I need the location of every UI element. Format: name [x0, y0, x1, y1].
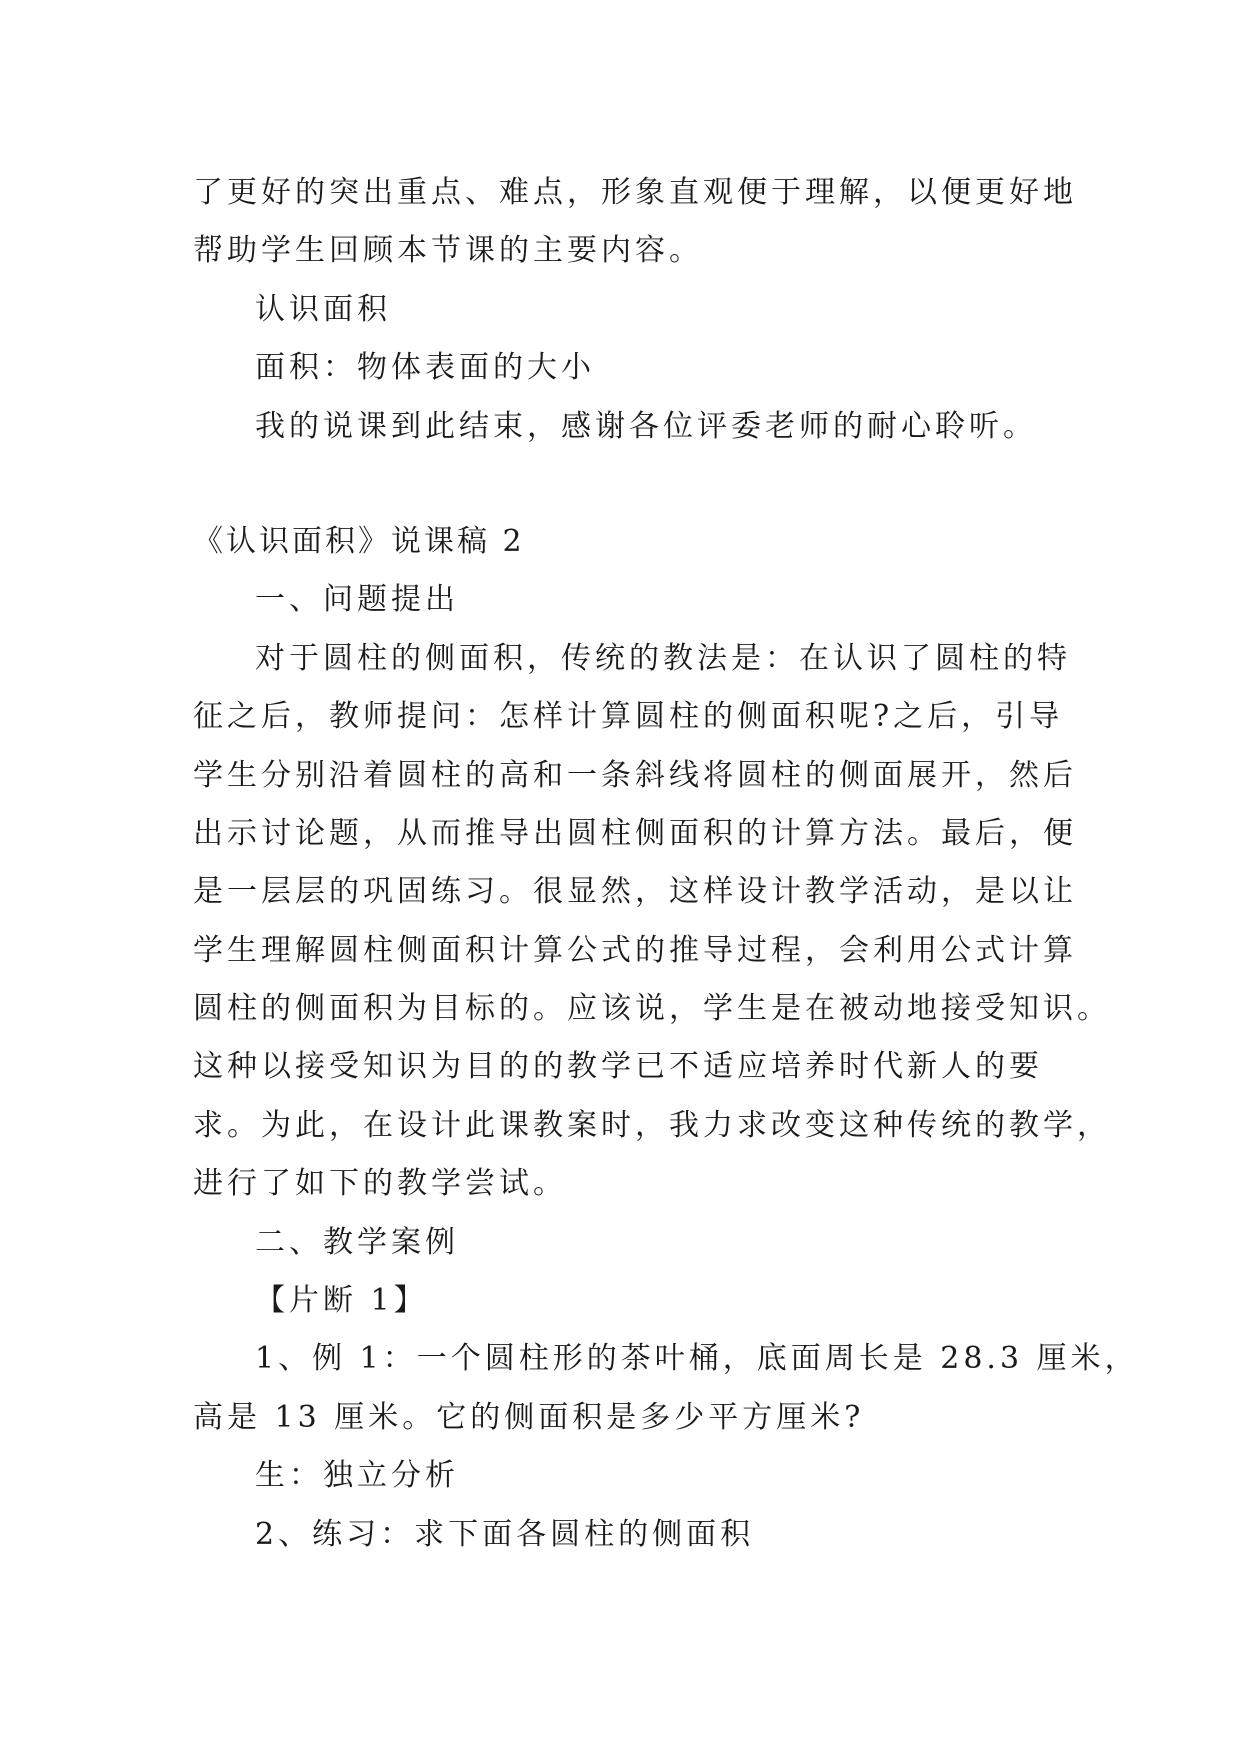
- document-page: [193, 164, 1139, 1564]
- section-title: 《认识面积》说课稿 2: [193, 523, 525, 559]
- example-line: 高是 13 厘米。它的侧面积是多少平方厘米?: [193, 1399, 865, 1435]
- example-line: 1、例 1：一个圆柱形的茶叶桶，底面周长是 28.3 厘米，: [255, 1341, 1139, 1377]
- paragraph-line: 出示讨论题，从而推导出圆柱侧面积的计算方法。最后，便: [193, 815, 1077, 851]
- paragraph-line: 帮助学生回顾本节课的主要内容。: [193, 233, 703, 269]
- heading-problem: 一、问题提出: [255, 582, 459, 618]
- paragraph-line: 圆柱的侧面积为目标的。应该说，学生是在被动地接受知识。: [193, 991, 1111, 1027]
- paragraph-line: 了更好的突出重点、难点，形象直观便于理解，以便更好地: [193, 175, 1077, 210]
- closing-remark: 我的说课到此结束，感谢各位评委老师的耐心聆听。: [255, 408, 1037, 444]
- student-line: 生：独立分析: [255, 1458, 459, 1494]
- board-title: 认识面积: [255, 291, 391, 327]
- paragraph-line: 是一层层的巩固练习。很显然，这样设计教学活动，是以让: [193, 874, 1077, 910]
- section-gap: [193, 456, 1053, 513]
- paragraph-line: 进行了如下的教学尝试。: [193, 1166, 567, 1202]
- paragraph-line: 学生分别沿着圆柱的高和一条斜线将圆柱的侧面展开，然后: [193, 757, 1077, 793]
- fragment-label: 【片断 1】: [255, 1283, 428, 1319]
- exercise-line: 2、练习：求下面各圆柱的侧面积: [255, 1516, 755, 1552]
- paragraph-line: 征之后，教师提问：怎样计算圆柱的侧面积呢?之后，引导: [193, 699, 1064, 735]
- paragraph-line: 对于圆柱的侧面积，传统的教法是：在认识了圆柱的特: [255, 640, 1071, 676]
- paragraph-line: 这种以接受知识为目的的教学已不适应培养时代新人的要: [193, 1049, 1043, 1085]
- heading-cases: 二、教学案例: [255, 1224, 459, 1260]
- paragraph-line: 求。为此，在设计此课教案时，我力求改变这种传统的教学，: [193, 1107, 1111, 1143]
- paragraph-line: 学生理解圆柱侧面积计算公式的推导过程，会利用公式计算: [193, 932, 1077, 968]
- board-definition: 面积：物体表面的大小: [255, 350, 595, 386]
